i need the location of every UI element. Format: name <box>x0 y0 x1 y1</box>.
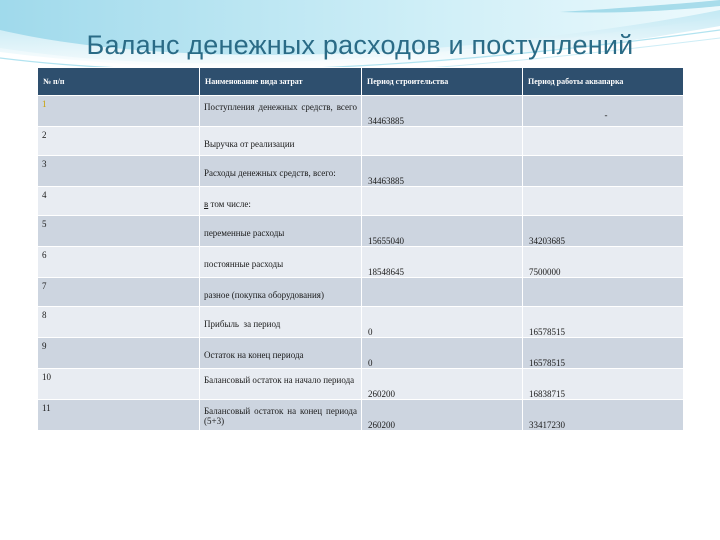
table-row <box>38 400 684 431</box>
row-name: Балансовый остаток на начало периода <box>204 375 355 385</box>
row-operation-value: 34203685 <box>529 236 565 246</box>
row-construction-value: 260200 <box>368 389 395 399</box>
row-operation-value <box>523 187 683 207</box>
row-operation-value <box>523 156 683 176</box>
table-row <box>38 338 684 369</box>
row-name-rest: том числе: <box>208 199 251 209</box>
slide-title: Баланс денежных расходов и поступлений <box>86 30 634 60</box>
row-name: постоянные расходы <box>204 259 284 269</box>
table-row <box>38 369 684 400</box>
header-construction-period: Период строительства <box>362 68 523 96</box>
header-cost-type: Наименование вида затрат <box>200 68 362 96</box>
row-construction-value <box>362 187 522 207</box>
row-construction-value: 0 <box>368 358 373 368</box>
header-number: № п/п <box>38 68 200 96</box>
row-operation-value <box>523 127 683 147</box>
row-construction-value: 260200 <box>368 420 395 430</box>
row-number: 5 <box>42 219 47 229</box>
row-name: Расходы денежных средств, всего: <box>204 168 336 178</box>
row-operation-value: 16578515 <box>529 327 565 337</box>
table-header-row <box>38 68 684 96</box>
row-operation-value: - <box>604 110 608 120</box>
table-row <box>38 247 684 278</box>
row-construction-value <box>362 278 522 298</box>
row-operation-value: 33417230 <box>529 420 565 430</box>
row-number: 9 <box>42 341 47 351</box>
row-name: Поступления денежных средств, всего <box>204 102 357 112</box>
table-row <box>38 156 684 187</box>
row-operation-value <box>523 278 683 298</box>
row-name: переменные расходы <box>204 228 285 238</box>
row-name: Остаток на конец периода <box>204 350 304 360</box>
row-name-prefix: в <box>204 199 209 209</box>
row-construction-value <box>362 127 522 147</box>
table-row <box>38 96 684 127</box>
row-number: 11 <box>42 403 51 413</box>
row-name <box>200 187 361 209</box>
row-construction-value: 34463885 <box>368 176 404 186</box>
row-name: разное (покупка оборудования) <box>204 290 324 300</box>
row-name: Прибыль за период <box>204 319 281 329</box>
table-row <box>38 127 684 156</box>
header-operation-period: Период работы аквапарка <box>523 68 684 96</box>
row-name: Балансовый остаток на конец периода (5+3) <box>204 406 357 426</box>
row-number: 3 <box>42 159 47 169</box>
row-number: 4 <box>42 190 47 200</box>
table-row <box>38 278 684 307</box>
table-row <box>38 307 684 338</box>
row-name: Выручка от реализации <box>204 139 295 149</box>
row-number: 2 <box>42 130 47 140</box>
row-number: 6 <box>42 250 47 260</box>
row-construction-value: 15655040 <box>368 236 404 246</box>
row-operation-value: 7500000 <box>529 267 561 277</box>
table-row <box>38 187 684 216</box>
row-construction-value: 18548645 <box>368 267 404 277</box>
row-operation-value: 16838715 <box>529 389 565 399</box>
row-construction-value: 0 <box>368 327 373 337</box>
table-row <box>38 216 684 247</box>
row-construction-value: 34463885 <box>368 116 404 126</box>
balance-table <box>37 67 684 431</box>
row-number: 10 <box>42 372 51 382</box>
row-number: 1 <box>42 99 47 109</box>
row-number: 8 <box>42 310 47 320</box>
row-number: 7 <box>42 281 47 291</box>
row-operation-value: 16578515 <box>529 358 565 368</box>
